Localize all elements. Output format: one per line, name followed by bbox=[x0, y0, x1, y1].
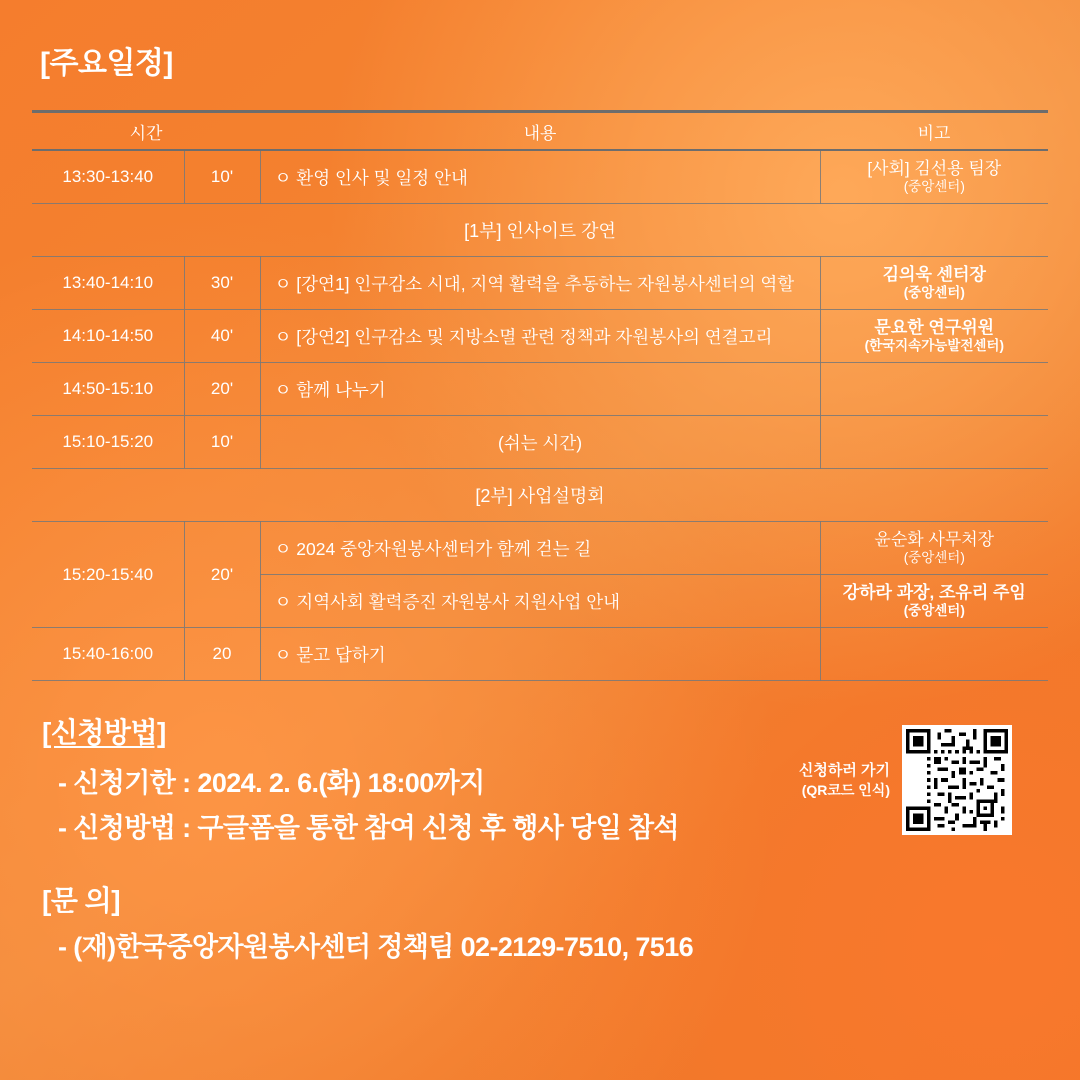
table-row bbox=[32, 257, 1048, 310]
contact-line: - (재)한국중앙자원봉사센터 정책팀 02-2129-7510, 7516 bbox=[58, 932, 694, 962]
contact-section bbox=[42, 879, 1048, 964]
cell-duration: 20' bbox=[184, 522, 260, 628]
cell-note bbox=[820, 257, 1048, 310]
schedule-table bbox=[32, 110, 1048, 681]
cell-note bbox=[820, 522, 1048, 575]
apply-section bbox=[42, 711, 1048, 845]
cell-note-sub: (중앙센터) bbox=[903, 179, 965, 195]
qr-caption-main: 신청하러 가기 bbox=[798, 762, 890, 780]
cell-note-sub: (중앙센터) bbox=[903, 285, 965, 301]
cell-content: ㅇ 2024 중앙자원봉사센터가 함께 걷는 길 bbox=[260, 522, 820, 575]
cell-content: ㅇ [강연2] 인구감소 및 지방소멸 관련 정책과 자원봉사의 연결고리 bbox=[260, 310, 820, 363]
section-label: [2부] 사업설명회 bbox=[32, 469, 1048, 522]
cell-time: 14:10-14:50 bbox=[32, 310, 184, 363]
table-row bbox=[32, 628, 1048, 681]
cell-note-sub: (중앙센터) bbox=[903, 603, 965, 619]
cell-content: ㅇ 지역사회 활력증진 자원봉사 지원사업 안내 bbox=[260, 575, 820, 628]
cell-content: ㅇ 묻고 답하기 bbox=[260, 628, 820, 681]
contact-heading: [문 의] bbox=[42, 885, 121, 916]
cell-note bbox=[820, 363, 1048, 416]
cell-note-main: 김의욱 센터장 bbox=[882, 265, 986, 285]
table-row bbox=[32, 150, 1048, 204]
table-row bbox=[32, 310, 1048, 363]
table-row bbox=[32, 522, 1048, 575]
cell-duration: 20 bbox=[184, 628, 260, 681]
cell-time: 13:40-14:10 bbox=[32, 257, 184, 310]
cell-time: 15:20-15:40 bbox=[32, 522, 184, 628]
cell-note bbox=[820, 575, 1048, 628]
qr-block[interactable] bbox=[799, 725, 1012, 835]
cell-note bbox=[820, 628, 1048, 681]
table-body bbox=[32, 150, 1048, 681]
cell-content: (쉬는 시간) bbox=[260, 416, 820, 469]
cell-note-main: 강하라 과장, 조유리 주임 bbox=[842, 583, 1026, 603]
cell-time: 13:30-13:40 bbox=[32, 150, 184, 204]
cell-duration: 10' bbox=[184, 150, 260, 204]
column-header-content: 내용 bbox=[260, 112, 820, 151]
cell-duration: 20' bbox=[184, 363, 260, 416]
cell-content: ㅇ 함께 나누기 bbox=[260, 363, 820, 416]
cell-time: 14:50-15:10 bbox=[32, 363, 184, 416]
cell-note bbox=[820, 150, 1048, 204]
table-section-row bbox=[32, 204, 1048, 257]
column-header-time: 시간 bbox=[32, 112, 260, 151]
cell-content: ㅇ 환영 인사 및 일정 안내 bbox=[260, 150, 820, 204]
cell-time: 15:10-15:20 bbox=[32, 416, 184, 469]
cell-note-sub: (한국지속가능발전센터) bbox=[864, 338, 1004, 354]
qr-caption bbox=[799, 761, 890, 799]
cell-note-main: 문요한 연구위원 bbox=[874, 318, 995, 338]
table-header bbox=[32, 112, 1048, 151]
cell-note bbox=[820, 310, 1048, 363]
cell-note-sub: (중앙센터) bbox=[903, 550, 965, 566]
table-section-row bbox=[32, 469, 1048, 522]
cell-duration: 10' bbox=[184, 416, 260, 469]
apply-deadline-line: - 신청기한 : 2024. 2. 6.(화) 18:00까지 bbox=[58, 768, 485, 798]
section-label: [1부] 인사이트 강연 bbox=[32, 204, 1048, 257]
cell-note bbox=[820, 416, 1048, 469]
column-header-note: 비고 bbox=[820, 112, 1048, 151]
apply-method-line: - 신청방법 : 구글폼을 통한 참여 신청 후 행사 당일 참석 bbox=[58, 813, 679, 843]
cell-time: 15:40-16:00 bbox=[32, 628, 184, 681]
qr-caption-sub: (QR코드 인식) bbox=[801, 781, 890, 798]
page-title: [주요일정] bbox=[40, 47, 173, 80]
cell-duration: 40' bbox=[184, 310, 260, 363]
cell-note-main: 윤순화 사무처장 bbox=[874, 530, 995, 550]
table-row bbox=[32, 363, 1048, 416]
cell-content: ㅇ [강연1] 인구감소 시대, 지역 활력을 추동하는 자원봉사센터의 역할 bbox=[260, 257, 820, 310]
cell-duration: 30' bbox=[184, 257, 260, 310]
table-row bbox=[32, 416, 1048, 469]
qr-code-icon[interactable] bbox=[902, 725, 1012, 835]
apply-heading: [신청방법] bbox=[42, 717, 166, 748]
cell-note-main: [사회] 김선용 팀장 bbox=[867, 159, 1002, 179]
